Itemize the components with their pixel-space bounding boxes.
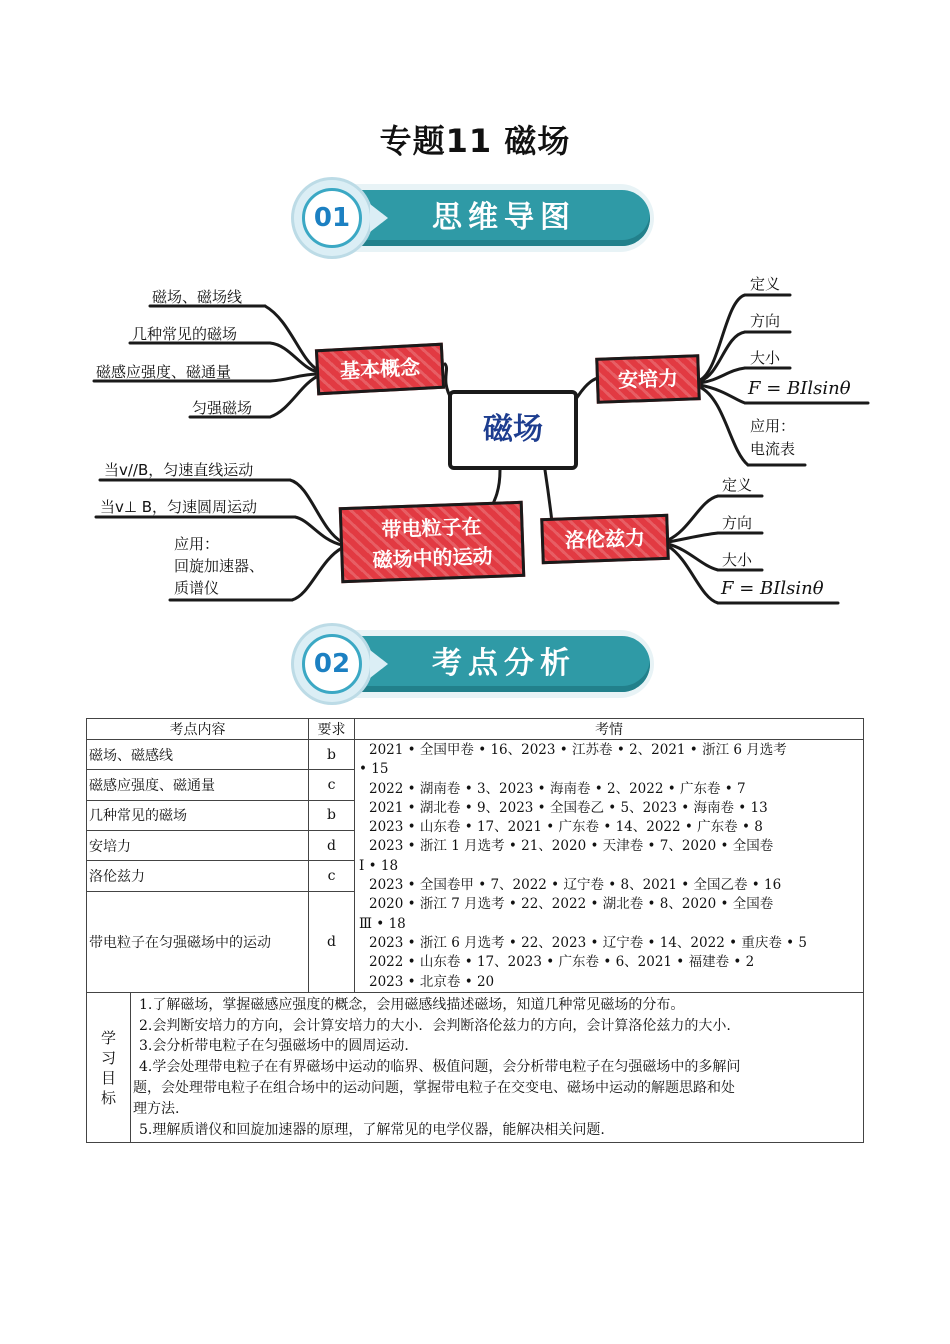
ampere-item: 应用： — [750, 417, 796, 435]
exam-line: Ⅰ • 18 — [359, 857, 399, 874]
page-title: 专题11 磁场 — [379, 122, 571, 160]
goals-label-char: 学 — [100, 1028, 116, 1047]
req-cell: b — [309, 800, 355, 830]
req-cell: c — [309, 770, 355, 800]
section-number: 01 — [302, 188, 362, 248]
topic-cell: 几种常见的磁场 — [87, 800, 309, 830]
mind-map — [0, 260, 950, 620]
exam-line: 2021 • 湖北卷 • 9、2023 • 全国卷乙 • 5、2023 • 海南卷 • 13 — [369, 799, 768, 816]
section-number: 02 — [302, 634, 362, 694]
basic-item: 匀强磁场 — [192, 399, 253, 417]
table-header-row — [87, 719, 864, 740]
lorentz-item: 大小 — [722, 551, 753, 569]
node-label-line: 磁场中的运动 — [372, 543, 493, 573]
section-label: 考点分析 — [432, 646, 576, 681]
exam-line: 2023 • 浙江 6 月选考 • 22、2023 • 辽宁卷 • 14、2022 • 重庆卷 • 5 — [369, 934, 807, 951]
header-requirement: 要求 — [309, 719, 355, 740]
header-topic: 考点内容 — [87, 719, 309, 740]
node-basic-concept: 基本概念 — [315, 343, 445, 396]
goals-cell — [131, 992, 864, 1143]
topic-cell: 带电粒子在匀强磁场中的运动 — [87, 891, 309, 992]
exam-line: 2020 • 浙江 7 月选考 • 22、2022 • 湖北卷 • 8、2020 • 全国卷 — [369, 896, 774, 913]
topic-cell: 磁感应强度、磁通量 — [87, 770, 309, 800]
exam-line: 2023 • 浙江 1 月选考 • 21、2020 • 天津卷 • 7、2020 • 全国卷 — [369, 838, 774, 855]
charged-item: 当v//B，匀速直线运动 — [104, 461, 254, 479]
charged-item: 应用： — [174, 535, 220, 553]
goal-line: 4.学会处理带电粒子在有界磁场中运动的临界、极值问题，会分析带电粒子在匀强磁场中的多解问 — [139, 1059, 741, 1076]
exam-line: 2023 • 北京卷 • 20 — [369, 973, 495, 990]
topic-cell: 安培力 — [87, 830, 309, 860]
goal-line: 1.了解磁场，掌握磁感应强度的概念，会用磁感线描述磁场，知道几种常见磁场的分布。 — [139, 996, 685, 1013]
header-exam: 考情 — [355, 719, 864, 740]
goal-line: 5.理解质谱仪和回旋加速器的原理，了解常见的电学仪器，能解决相关问题. — [139, 1121, 605, 1138]
charged-item: 质谱仪 — [174, 579, 220, 597]
table-row — [87, 740, 864, 770]
req-cell: d — [309, 891, 355, 992]
req-cell: b — [309, 740, 355, 770]
exam-line: 2023 • 全国卷甲 • 7、2022 • 辽宁卷 • 8、2021 • 全国乙卷 • 16 — [369, 877, 782, 894]
goal-line: 理方法. — [133, 1100, 180, 1117]
goals-row — [87, 992, 864, 1143]
charged-item: 回旋加速器、 — [174, 557, 265, 575]
basic-item: 几种常见的磁场 — [132, 325, 238, 343]
goal-line: 3.会分析带电粒子在匀强磁场中的圆周运动. — [139, 1038, 409, 1055]
node-label-line: 带电粒子在 — [381, 514, 482, 542]
goals-label-char: 习 — [100, 1048, 116, 1067]
goal-line: 2.会判断安培力的方向，会计算安培力的大小．会判断洛伦兹力的方向，会计算洛伦兹力的大小. — [139, 1017, 731, 1034]
mind-map-center: 磁场 — [448, 390, 578, 470]
ampere-item: 定义 — [750, 275, 781, 293]
exam-line: 2023 • 山东卷 • 17、2021 • 广东卷 • 14、2022 • 广东卷 • 8 — [369, 819, 763, 836]
section-banner-mindmap — [292, 180, 654, 256]
exam-line: 2022 • 山东卷 • 17、2023 • 广东卷 • 6、2021 • 福建卷 • 2 — [369, 954, 755, 971]
node-ampere-force: 安培力 — [595, 354, 701, 404]
lorentz-item: 方向 — [722, 514, 753, 532]
req-cell: d — [309, 830, 355, 860]
lorentz-item: 定义 — [722, 476, 753, 494]
ampere-item: 电流表 — [750, 440, 796, 458]
section-label: 思维导图 — [432, 200, 576, 235]
section-banner-analysis — [292, 626, 654, 702]
basic-item: 磁场、磁场线 — [152, 288, 243, 306]
goal-line: 题，会处理带电粒子在组合场中的运动问题，掌握带电粒子在交变电、磁场中运动的解题思路和处 — [133, 1080, 735, 1097]
ampere-item: 方向 — [750, 312, 781, 330]
ampere-formula: F = BIlsinθ — [748, 378, 851, 399]
exam-line: • 15 — [359, 761, 389, 778]
lorentz-formula: F = BIlsinθ — [721, 578, 824, 599]
goals-label-cell — [87, 992, 131, 1143]
topic-cell: 洛伦兹力 — [87, 861, 309, 891]
goals-label-char: 标 — [100, 1088, 116, 1107]
node-lorentz-force: 洛伦兹力 — [540, 514, 670, 564]
exam-line: Ⅲ • 18 — [359, 915, 406, 932]
node-charged-particle — [339, 501, 526, 583]
exam-cell — [355, 740, 864, 993]
exam-analysis-table — [86, 718, 864, 1143]
req-cell: c — [309, 861, 355, 891]
exam-line: 2022 • 湖南卷 • 3、2023 • 海南卷 • 2、2022 • 广东卷 • 7 — [369, 780, 746, 797]
exam-line: 2021 • 全国甲卷 • 16、2023 • 江苏卷 • 2、2021 • 浙江 6 月选考 — [369, 742, 787, 758]
charged-item: 当v⊥ B，匀速圆周运动 — [100, 498, 258, 516]
basic-item: 磁感应强度、磁通量 — [96, 363, 232, 381]
topic-cell: 磁场、磁感线 — [87, 740, 309, 770]
goals-label-char: 目 — [100, 1068, 116, 1087]
ampere-item: 大小 — [750, 349, 781, 367]
